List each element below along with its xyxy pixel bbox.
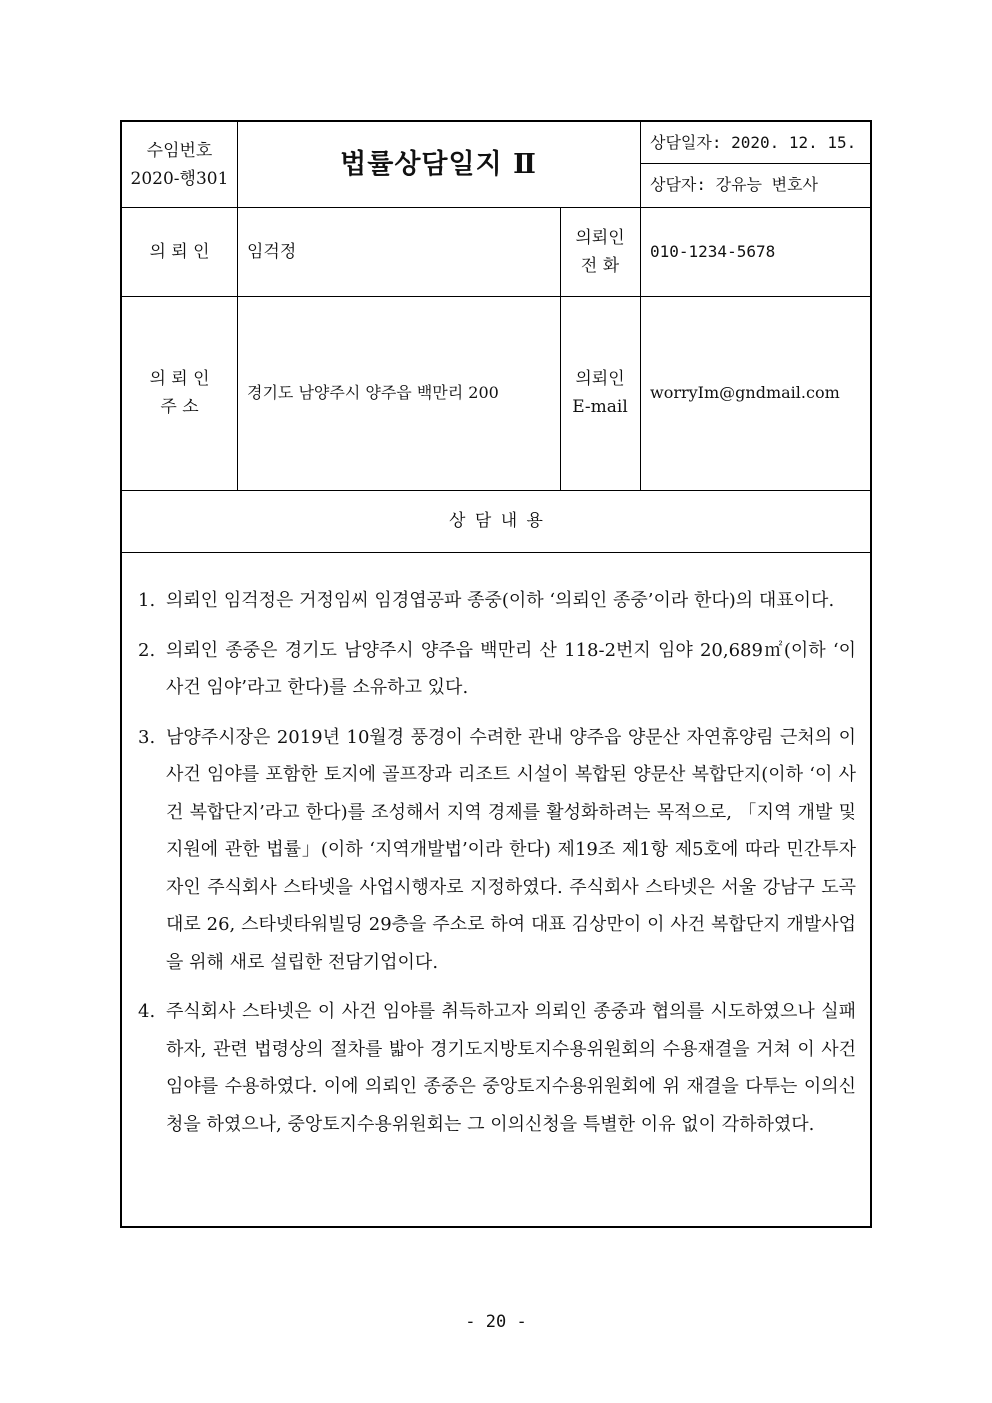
divider <box>122 552 870 553</box>
list-item <box>138 582 856 620</box>
item-text: 의뢰인 임걱정은 거정임씨 임경엽공파 종중(이하 ‘의뢰인 종중’이라 한다)의 대표이다. <box>166 590 835 611</box>
case-number: 2020-행301 <box>130 168 229 189</box>
address-label-line1: 의 뢰 인 <box>149 369 210 389</box>
email-label <box>560 296 640 490</box>
list-item <box>138 993 856 1143</box>
consultation-content <box>138 582 856 1155</box>
phone-label <box>560 207 640 296</box>
consultation-form <box>120 120 872 1228</box>
phone-label-line2: 전 화 <box>580 255 620 276</box>
item-text: 남양주시장은 2019년 10월경 풍경이 수려한 관내 양주읍 양문산 자연휴양림 근처의 이 사건 임야를 포함한 토지에 골프장과 리조트 시설이 복합된 양문산 복합단지(이하 ‘이 사건 복합단지’라고 한다)를 조성해서 지역 경제를 활성화하려는 목적으로, 「지역 개발 및 지원에 관한 법률」(이하 ‘지역개발법’이라 한다) 제19조 제1항 제5호에 따라 민간투자자인 주식회사 스타넷을 사업시행자로 지정하였다. 주식회사 스타넷은 서울 강남구 도곡대로 26, 스타넷타워빌딩 29층을 주소로 하여 대표 김상만이 이 사건 복합단지 개발사업을 위해 새로 설립한 전담기업이다. <box>166 726 856 973</box>
client-address: 경기도 남양주시 양주읍 백만리 200 <box>247 383 499 402</box>
item-text: 주식회사 스타넷은 이 사건 임야를 취득하고자 의뢰인 종중과 협의를 시도하였으나 실패하자, 관련 법령상의 절차를 밟아 경기도지방토지수용위원회의 수용재결을 거쳐 이 사건 임야를 수용하였다. 이에 의뢰인 종중은 중앙토지수용위원회에 위 재결을 다투는 이의신청을 하였으나, 중앙토지수용위원회는 그 이의신청을 특별한 이유 없이 각하하였다. <box>166 1001 856 1135</box>
phone-label-line1: 의뢰인 <box>575 227 625 248</box>
client-name-label: 의 뢰 인 <box>149 241 210 262</box>
form-title: 법률상담일지 Ⅱ <box>340 148 537 180</box>
client-phone: 010-1234-5678 <box>650 241 776 261</box>
item-number: 1. <box>138 590 156 611</box>
item-number: 4. <box>138 1001 156 1022</box>
page-number: - 20 - <box>465 1312 527 1332</box>
section-title: 상 담 내 용 <box>449 511 545 531</box>
email-label-line1: 의뢰인 <box>575 369 625 389</box>
case-number-cell <box>122 122 237 207</box>
email-label-line2: E-mail <box>572 397 628 417</box>
address-label <box>122 296 237 490</box>
case-number-label: 수임번호 <box>146 140 213 161</box>
list-item <box>138 632 856 707</box>
client-email: worryIm@gndmail.com <box>650 383 840 402</box>
client-name: 임걱정 <box>247 241 297 262</box>
item-number: 3. <box>138 726 156 748</box>
counselor: 상담자: 강유능 변호사 <box>650 175 819 194</box>
address-label-line2: 주 소 <box>160 397 199 417</box>
item-number: 2. <box>138 639 156 661</box>
list-item <box>138 719 856 982</box>
item-text: 의뢰인 종중은 경기도 남양주시 양주읍 백만리 산 118-2번지 임야 20,689㎡(이하 ‘이 사건 임야’라고 한다)를 소유하고 있다. <box>166 639 856 698</box>
consult-date: 상담일자: 2020. 12. 15. <box>650 132 857 152</box>
